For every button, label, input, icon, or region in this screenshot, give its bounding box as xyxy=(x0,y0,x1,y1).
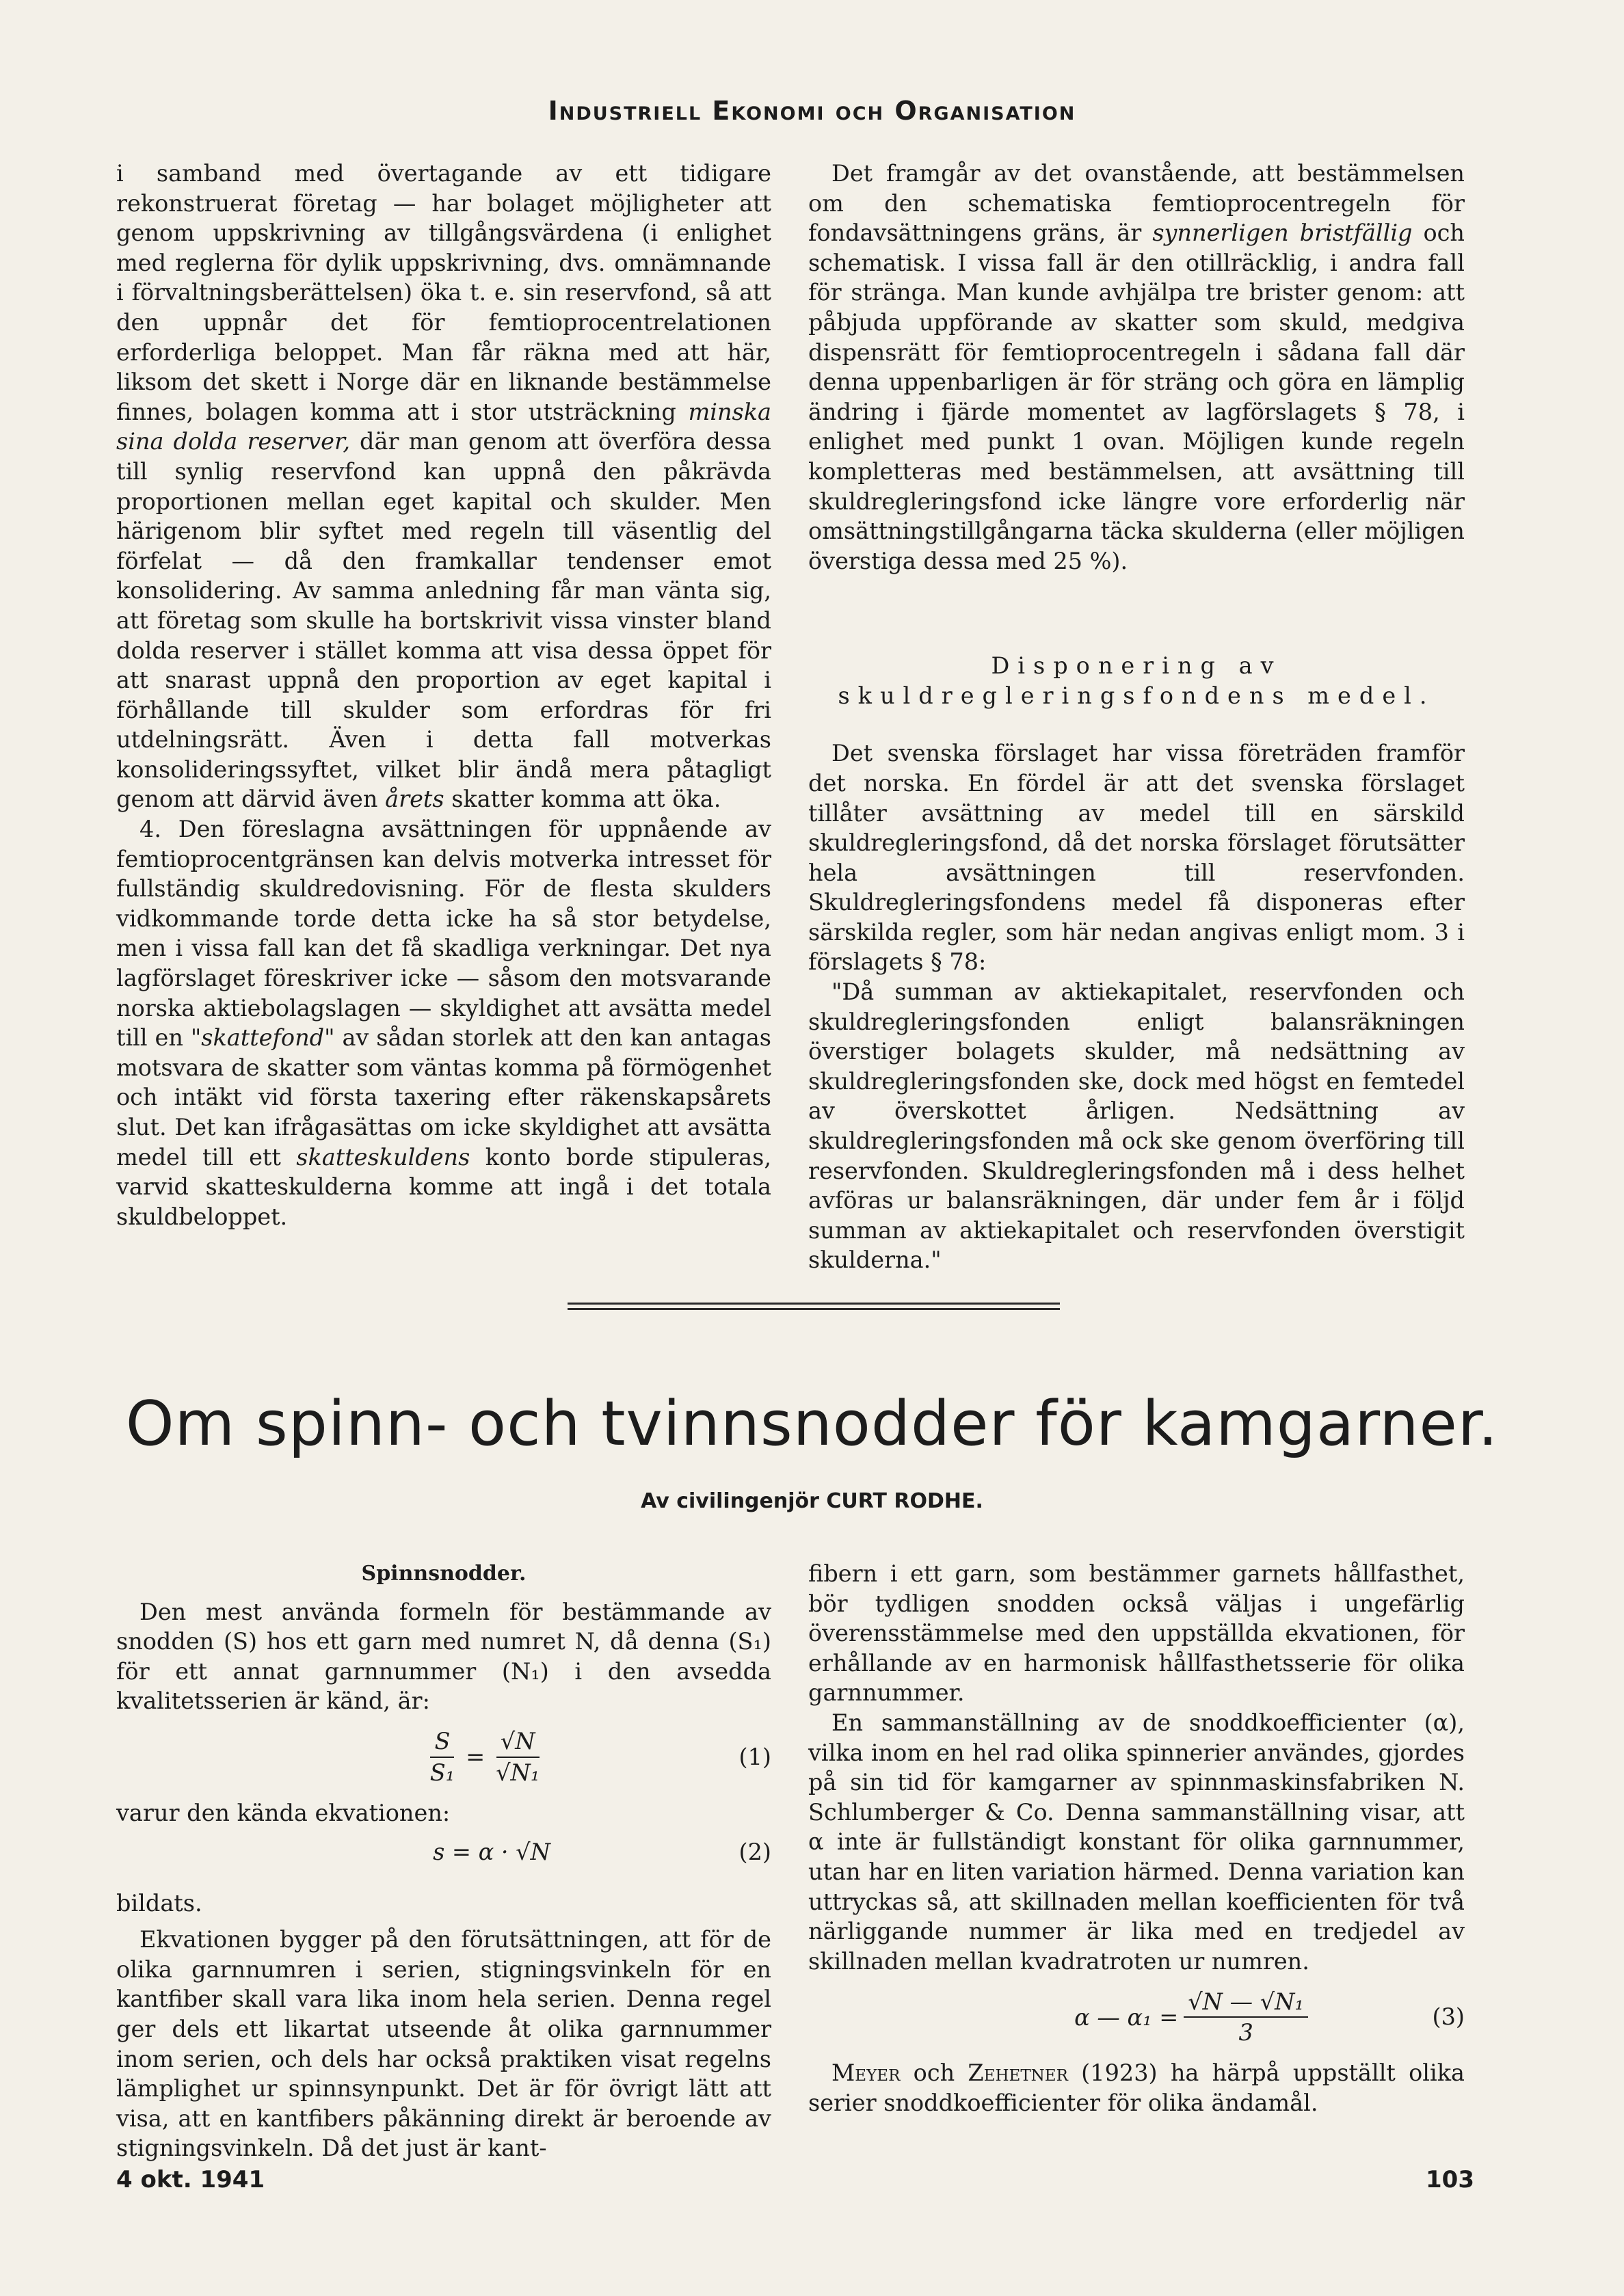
equation-2: s = α · √N (2) xyxy=(116,1828,771,1876)
eq1-rhs: $\frac{√N}{\text{√N₁}}$ xyxy=(496,1728,540,1786)
paragraph: Meyer och Zehetner (1923) ha härpå uppställt olika serier snoddkoefficienter för olika ändamål. xyxy=(808,2059,1465,2116)
top-left-column xyxy=(116,159,771,1231)
paragraph: i samband med övertagande av ett tidigare rekonstruerat företag — har bolaget möjligheter att genom uppskrivning av tillgångsvärdena (i enlighet med reglerna för dylik uppskrivning, dvs. omnämnande i förvaltningsberättelsen) öka t. e. sin reservfond, så att den uppnår det för femtioprocentrelationen erforderliga beloppet. Man får räkna med att här, liksom det skett i Norge där en liknande bestämmelse finnes, bolagen komma att i stor utsträckning minska sina dolda reserver, där man genom att överföra dessa till synlig reservfond kan uppnå den påkrävda proportionen mellan eget kapital och skulder. Men härigenom blir syftet med regeln till väsentlig del förfelat — då den framkallar tendenser emot konsolidering. Av samma anledning får man vänta sig, att företag som skulle ha bortskrivit vissa vinster bland dolda reserver i stället komma att visa dessa öppet för att snarast uppnå den proportion av eget kapital i förhållande till skulder som erfordras för fri utdelningsrätt. Även i detta fall motverkas konsolideringssyftet, vilket blir ändå mera påtagligt genom att därvid även årets skatter komma att öka. xyxy=(116,160,771,813)
paragraph: Det framgår av det ovanstående, att bestämmelsen om den schematiska femtioprocentregeln för fondavsättningens gräns, är synnerligen bristfällig och schematisk. I vissa fall är den otillräcklig, i andra fall för stränga. Man kunde avhjälpa tre brister genom: att påbjuda uppförande av skatter som skuld, medgiva dispensrätt för femtioprocentregeln i sådana fall där denna uppenbarligen är för sträng och göra en lämplig ändring i fjärde momentet av lagförslagets § 78, i enlighet med punkt 1 ovan. Möjligen kunde regeln kompletteras med bestämmelsen, att avsättning till skuldregleringsfond icke längre vore erforderlig när omsättningstillgångarna täcka skulderna (eller möjligen överstiga dessa med 25 %). xyxy=(808,160,1465,574)
byline: Av civilingenjör CURT RODHE. xyxy=(641,1489,983,1513)
equation-3: α — α₁ = $\frac{\text{√N — √N₁}}{3}$ (3) xyxy=(808,1976,1465,2058)
article-title: Om spinn- och tvinnsnodder för kamgarner. xyxy=(125,1388,1499,1460)
subhead: Spinnsnodder. xyxy=(361,1562,527,1586)
footer-date: 4 okt. 1941 xyxy=(116,2166,265,2193)
quote-paragraph: "Då summan av aktiekapitalet, reservfonden och skuldregleringsfonden enligt balansräkningen överstiger bolagets skulder, må nedsättning av skuldregleringsfonden ske, dock med högst en femtedel av överskottet årligen. Nedsättning av skuldregleringsfonden må ock ske genom överföring till reservfonden. Skuldregleringsfonden må i dess helhet avföras ur balansräkningen, där under fem år i följd summan av aktiekapitalet och reservfonden överstigit skulderna." xyxy=(808,978,1465,1274)
equation-number: (3) xyxy=(1432,2003,1465,2031)
section-heading: Disponering av skuldregleringsfondens medel. xyxy=(838,652,1435,710)
paragraph: Det svenska förslaget har vissa företräden framför det norska. En fördel är att det svenska förslaget tillåter avsättning av medel till en särskild skuldregleringsfond, då det norska förslaget förutsätter hela avsättningen till reservfonden. Skuldregleringsfondens medel få disponeras efter särskilda regler, som här nedan angivas enligt mom. 3 i förslagets § 78: xyxy=(808,740,1465,976)
divider-rule xyxy=(568,1308,1060,1310)
paragraph: 4. Den föreslagna avsättningen för uppnående av femtioprocentgränsen kan delvis motverka intresset för fullständig skuldredovisning. För de flesta skulders vidkommande torde detta icke ha så stor betydelse, men i vissa fall kan det få skadliga verkningar. Det nya lagförslaget föreskriver icke — såsom den motsvarande norska aktiebolagslagen — skyldighet att avsätta medel till en "skattefond" av sådan storlek att den kan antagas motsvara de skatter som väntas komma på förmögenhet och intäkt vid första taxering efter räkenskapsårets slut. Det kan ifrågasättas om icke skyldighet att avsätta medel till ett skatteskuldens konto borde stipuleras, varvid skatteskulderna komme att ingå i det totala skuldbeloppet. xyxy=(116,816,771,1230)
paragraph: En sammanställning av de snoddkoefficienter (α), vilka inom en hel rad olika spinnerier användes, gjordes på sin tid för kamgarner av spinnmaskinsfabriken N. Schlumberger & Co. Denna sammanställning visar, att α inte är fullständigt konstant för olika garnnummer, utan har en liten variation härmed. Denna variation kan uttryckas så, att skillnaden mellan koefficienten för två närliggande nummer är lika med en tredjedel av skillnaden mellan kvadratroten ur numren. xyxy=(808,1709,1465,1975)
paragraph: fibern i ett garn, som bestämmer garnets hållfasthet, bör tydligen snodden också väljas i ungefärlig överensstämmelse med den uppställda ekvationen, för erhållande av en harmonisk hållfasthetsserie för olika garnnummer. xyxy=(808,1560,1465,1707)
eq3-fraction: $\frac{\text{√N — √N₁}}{3}$ xyxy=(1184,1987,1308,2048)
running-head: Industriell Ekonomi och Organisation xyxy=(548,96,1076,126)
bottom-left-column xyxy=(116,1559,771,2163)
page-number: 103 xyxy=(1426,2166,1474,2193)
divider-rule xyxy=(568,1303,1060,1305)
equation-1: $\frac{S}{\text{S₁}}$ = $\frac{√N}{\text{√N₁}}$ (1) xyxy=(116,1716,771,1798)
equation-number: (2) xyxy=(738,1838,771,1865)
paragraph: bildats. xyxy=(116,1889,202,1917)
paragraph: Ekvationen bygger på den förutsättningen, att för de olika garnnumren i serien, stigningsvinkeln för en kantfiber skall vara lika inom hela serien. Denna regel ger dels ett likartat utseende åt olika garnnummer inom serien, och dels har också praktiken visat regelns lämplighet ur spinnsynpunkt. Det är för övrigt lätt att visa, att en kantfibers påkänning direkt är beroende av stigningsvinkeln. Då det just är kant- xyxy=(116,1926,771,2162)
top-right-column xyxy=(808,159,1465,1275)
eq1-lhs: $\frac{S}{\text{S₁}}$ xyxy=(429,1728,455,1786)
equation-number: (1) xyxy=(738,1744,771,1771)
bottom-right-column xyxy=(808,1559,1465,2118)
paragraph: Den mest använda formeln för bestämmande av snodden (S) hos ett garn med numret N, då denna (S₁) för ett annat garnnummer (N₁) i den avsedda kvalitetsserien är känd, är: xyxy=(116,1598,771,1715)
paragraph: varur den kända ekvationen: xyxy=(116,1799,451,1826)
